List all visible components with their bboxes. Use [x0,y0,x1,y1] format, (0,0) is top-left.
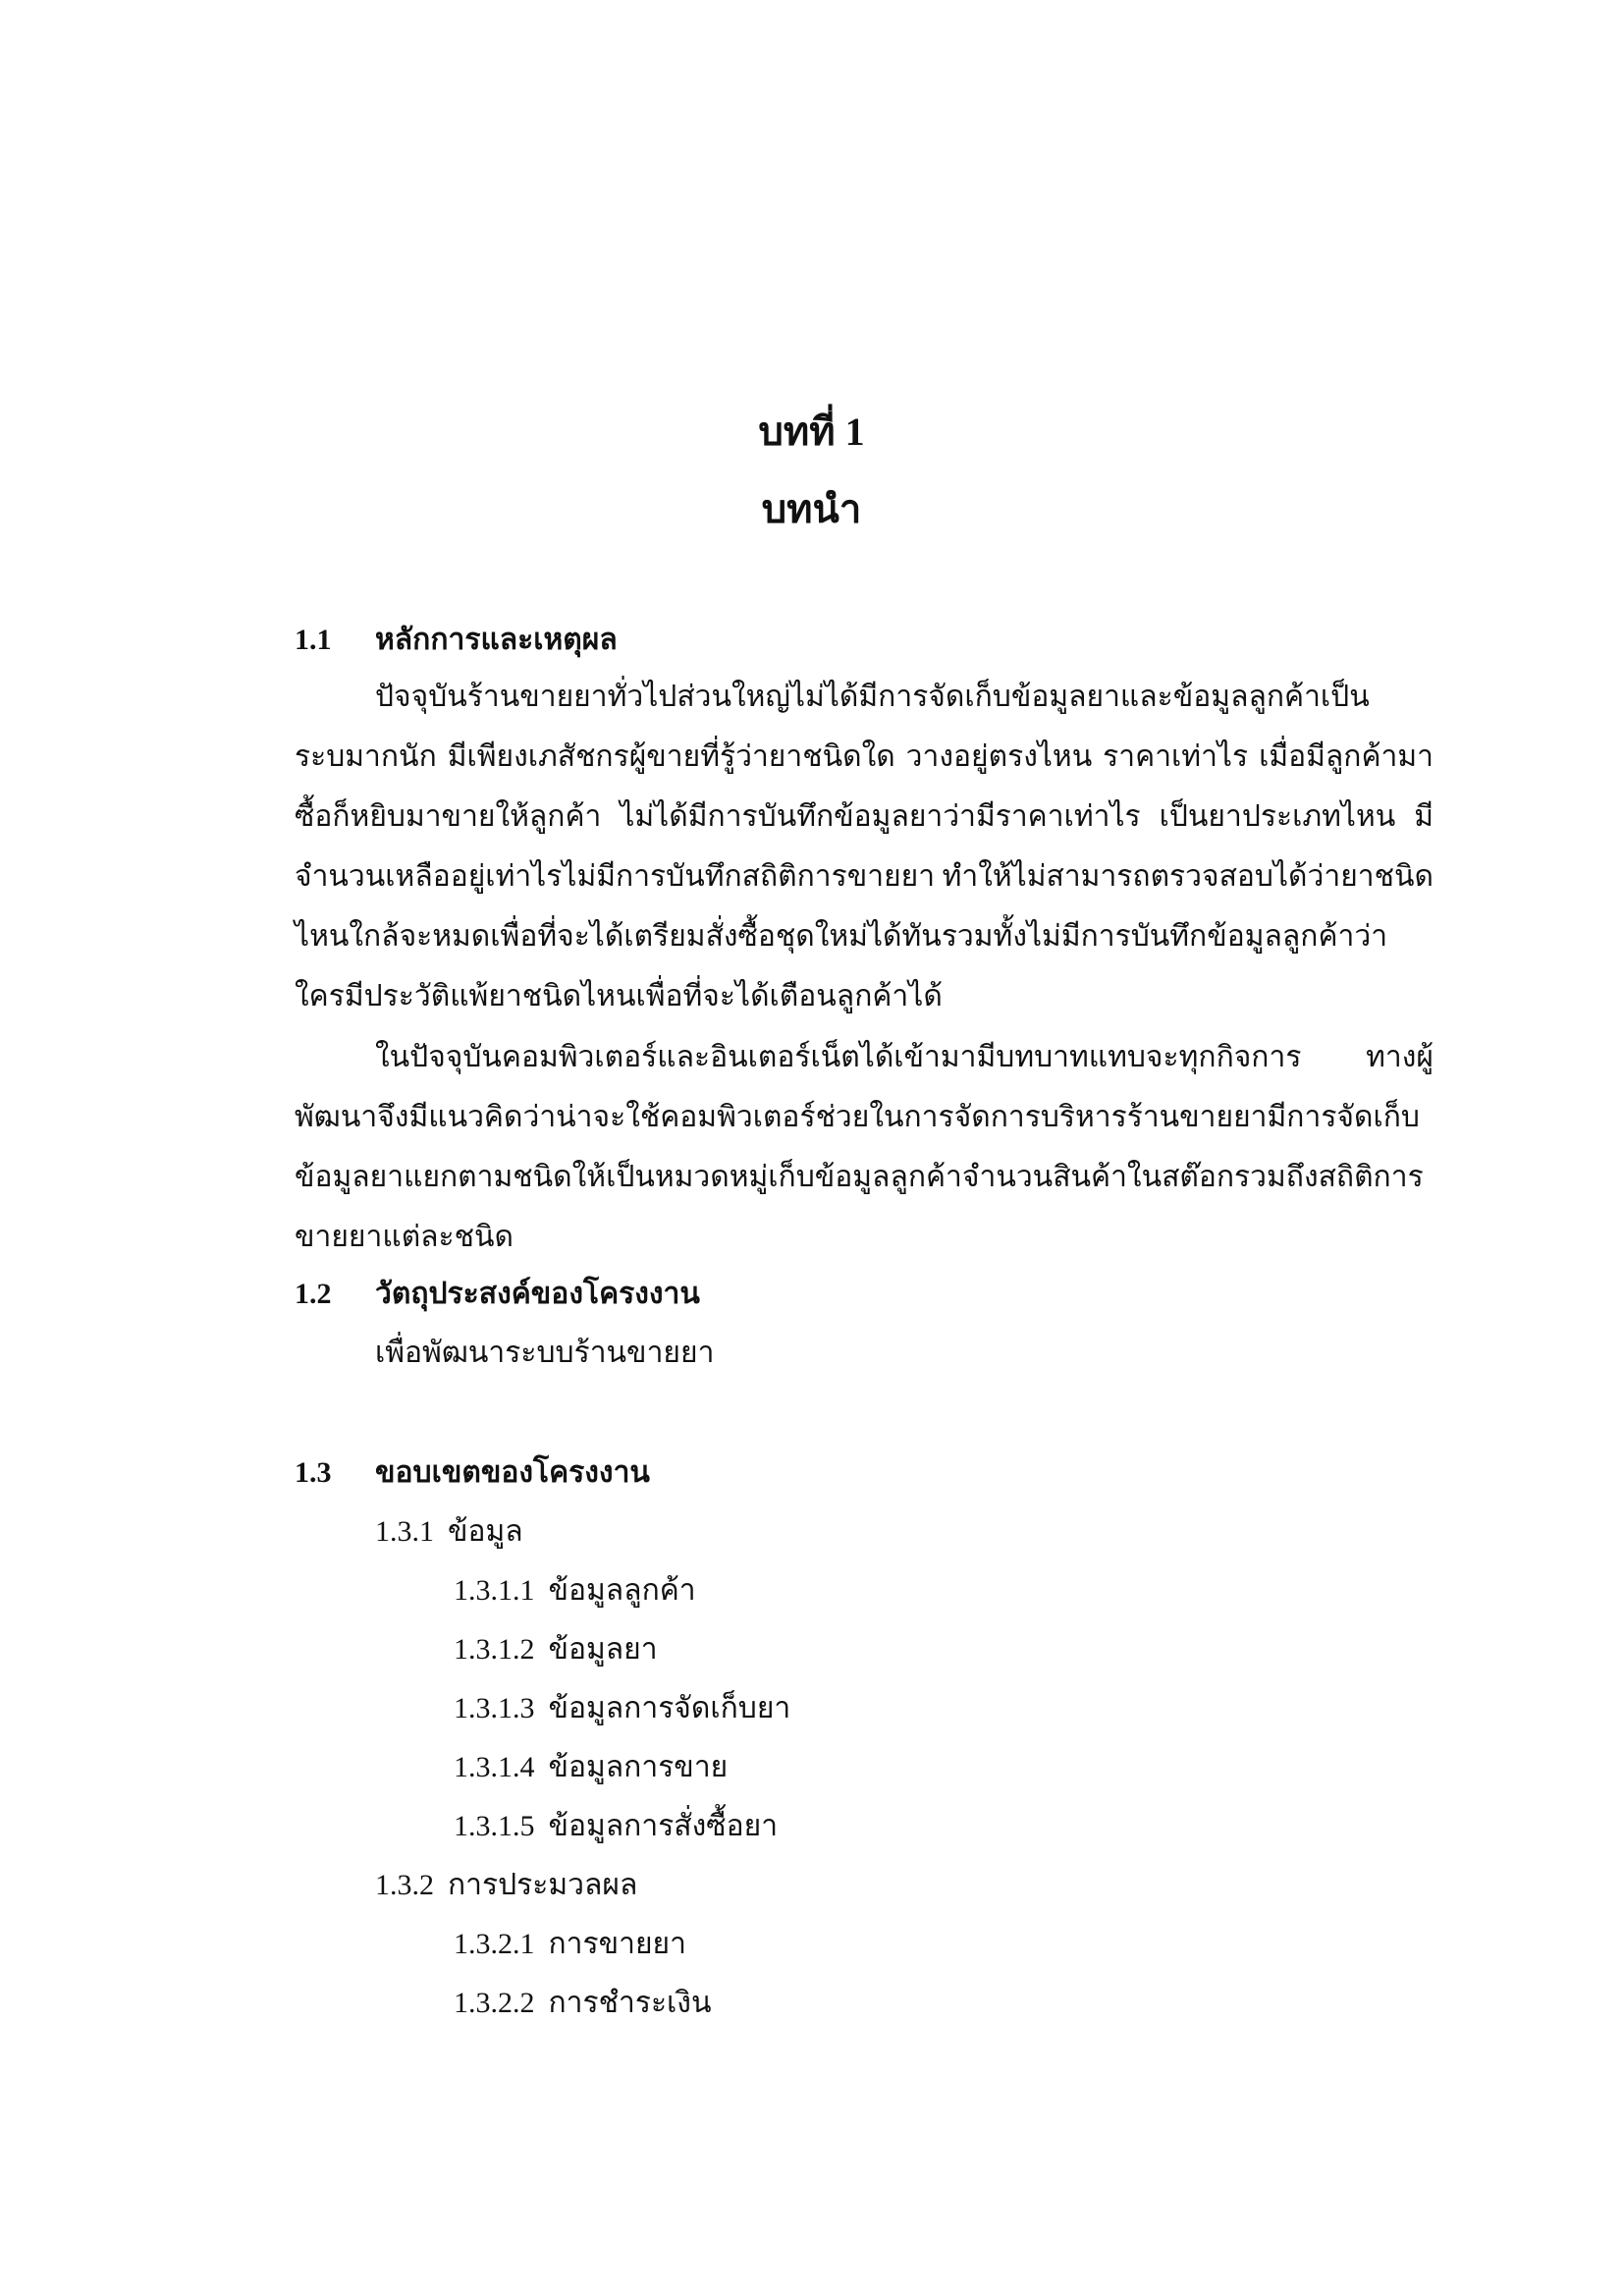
section-title: ขอบเขตของโครงงาน [375,1456,650,1489]
scope-item [454,1630,658,1669]
item-title: การชำระเงิน [548,1987,712,2019]
section-heading-1-3 [295,1453,650,1493]
subsection-1-3-1 [375,1512,523,1552]
scope-item [454,1984,711,2023]
item-title: ข้อมูลลูกค้า [548,1574,696,1607]
chapter-number: บทที่ 1 [758,410,865,454]
subsection-1-3-2 [375,1866,637,1905]
chapter-title: บทนำ [761,487,862,531]
section-title: หลักการและเหตุผล [375,624,618,656]
scope-item [454,1807,778,1846]
scope-item [454,1689,790,1728]
item-number: 1.3.1.1 [454,1574,535,1607]
item-number: 1.3.1.2 [454,1633,535,1666]
subsection-title: การประมวลผล [448,1869,638,1901]
item-number: 1.3.1.3 [454,1692,535,1724]
item-number: 1.3.1.5 [454,1810,535,1842]
item-number: 1.3.2.2 [454,1987,535,2019]
section-number: 1.3 [295,1456,332,1489]
subsection-number: 1.3.2 [375,1869,434,1901]
item-title: ข้อมูลยา [548,1633,658,1666]
item-title: การขายยา [548,1928,686,1960]
scope-item [454,1925,686,1964]
section-heading-1-2 [295,1275,700,1314]
item-number: 1.3.2.1 [454,1928,535,1960]
section-heading-1-1 [295,621,618,660]
item-title: ข้อมูลการสั่งซื้อยา [548,1810,779,1842]
scope-item [454,1748,728,1787]
section-number: 1.2 [295,1278,332,1310]
section-number: 1.1 [295,624,332,656]
section-title: วัตถุประสงค์ของโครงงาน [375,1278,700,1310]
subsection-title: ข้อมูล [448,1515,523,1548]
objective-text: เพื่อพัฒนาระบบร้านขายยา [375,1337,715,1369]
item-number: 1.3.1.4 [454,1751,535,1783]
scope-item [454,1571,696,1611]
paragraph-rationale-2: ในปัจจุบันคอมพิวเตอร์และอินเตอร์เน็ตได้เข้ามามีบทบาทแทบจะทุกกิจการ ทางผู้พัฒนาจึงมีแนวคิดว่าน่าจะใช้คอมพิวเตอร์ช่วยในการจัดการบริหารร้านขายยามีการจัดเก็บข้อมูลยาแยกตามชนิดให้เป็นหมวดหมู่เก็บข้อมูลลูกค้าจำนวนสินค้าในสต๊อกรวมถึงสถิติการขายยาแต่ละชนิด [295,1041,1434,1253]
item-title: ข้อมูลการขาย [548,1751,729,1783]
subsection-number: 1.3.1 [375,1515,434,1548]
paragraph-rationale-1: ปัจจุบันร้านขายยาทั่วไปส่วนใหญ่ไม่ได้มีการจัดเก็บข้อมูลยาและข้อมูลลูกค้าเป็นระบมากนัก มีเพียงเภสัชกรผู้ขายที่รู้ว่ายาชนิดใด วางอยู่ตรงไหน ราคาเท่าไร เมื่อมีลูกค้ามาซื้อก็หยิบมาขายให้ลูกค้า ไม่ได้มีการบันทึกข้อมูลยาว่ามีราคาเท่าไร เป็นยาประเภทไหน มีจำนวนเหลืออยู่เท่าไรไม่มีการบันทึกสถิติการขายยา ทำให้ไม่สามารถตรวจสอบได้ว่ายาชนิดไหนใกล้จะหมดเพื่อที่จะได้เตรียมสั่งซื้อชุดใหม่ได้ทันรวมทั้งไม่มีการบันทึกข้อมูลลูกค้าว่าใครมีประวัติแพ้ยาชนิดไหนเพื่อที่จะได้เตือนลูกค้าได้ [295,681,1434,1012]
item-title: ข้อมูลการจัดเก็บยา [548,1692,791,1724]
